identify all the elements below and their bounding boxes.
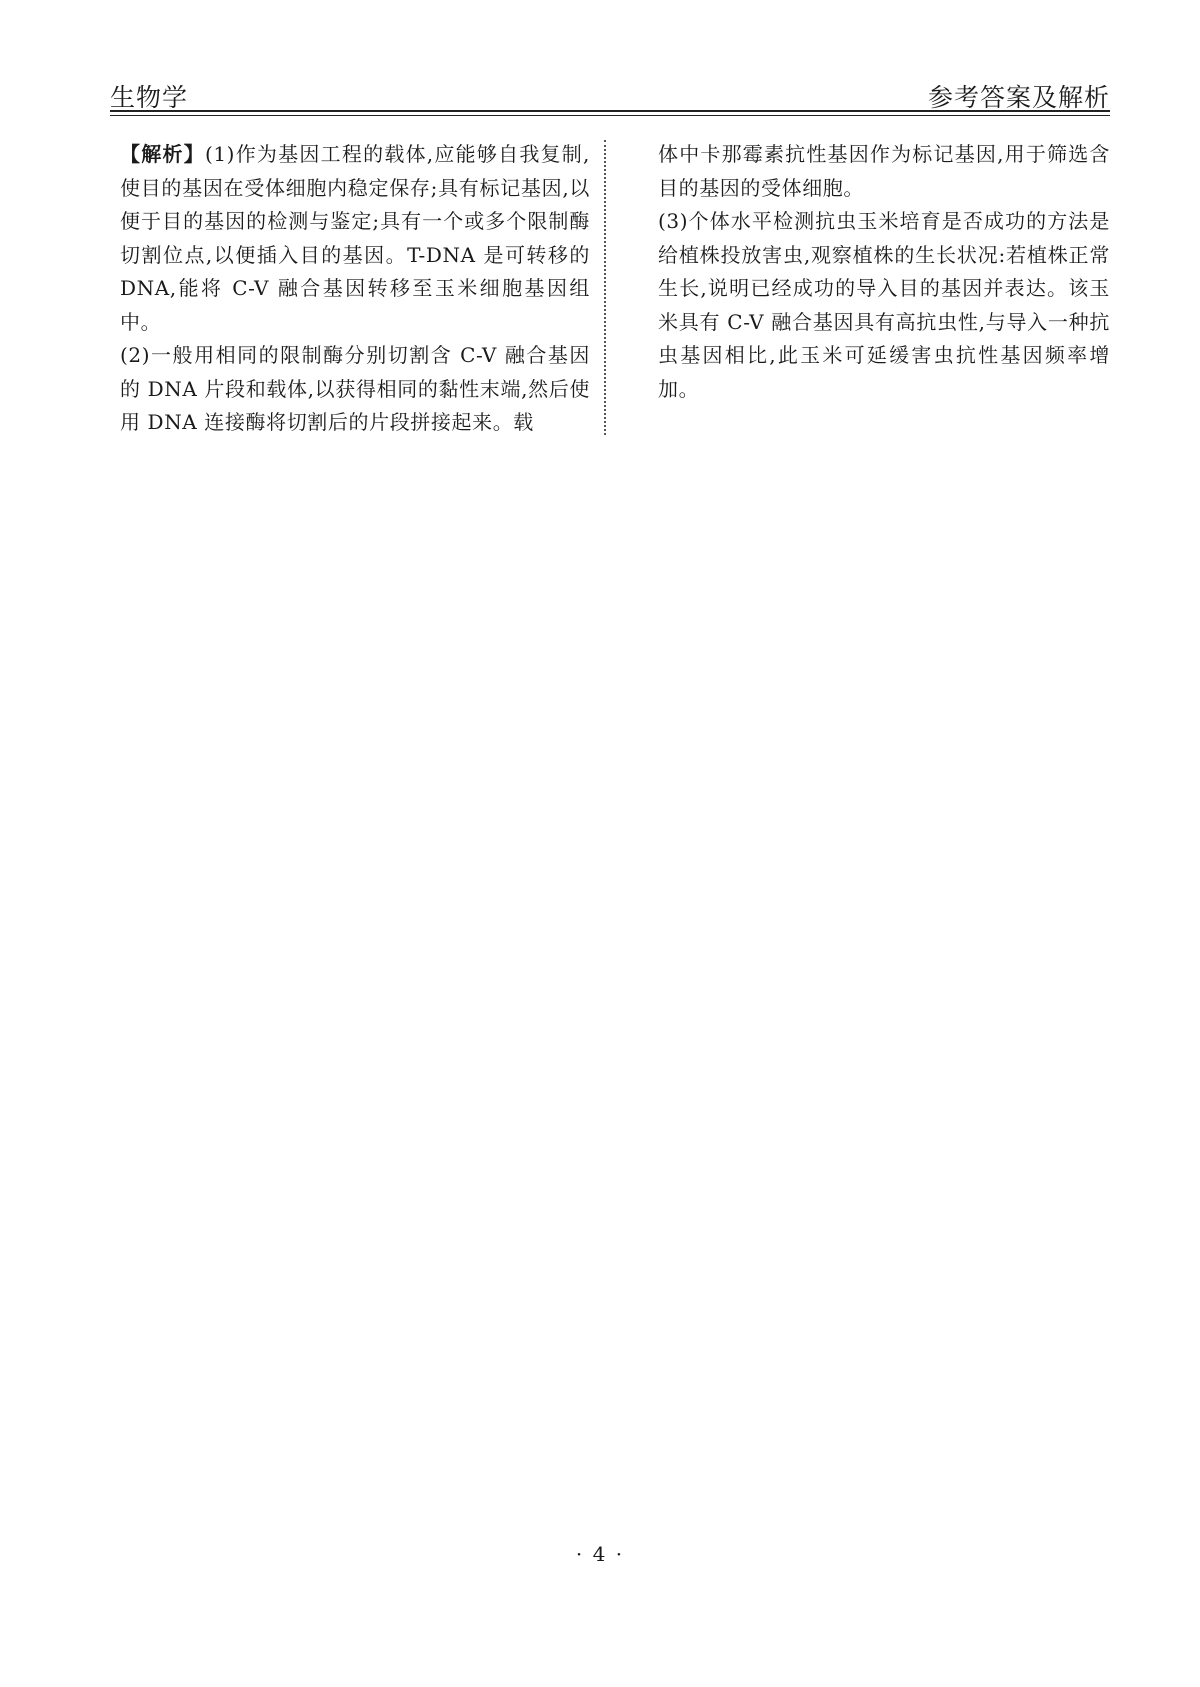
analysis-paragraph-3: (3)个体水平检测抗虫玉米培育是否成功的方法是给植株投放害虫,观察植株的生长状况:若植株正常生长,说明已经成功的导入目的基因并表达。该玉米具有 C-V 融合基因具有高抗虫性,与导入一种抗虫基因相比,此玉米可延缓害虫抗性基因频率增加。 bbox=[658, 209, 1110, 401]
header-rule-thick bbox=[110, 110, 1110, 112]
subject-title: 生物学 bbox=[110, 83, 189, 112]
page-number: · 4 · bbox=[575, 1542, 625, 1566]
page-header bbox=[110, 72, 1110, 112]
column-divider bbox=[604, 140, 606, 435]
header-rule-thin bbox=[110, 115, 1110, 116]
analysis-paragraph-2: (2)一般用相同的限制酶分别切割含 C-V 融合基因的 DNA 片段和载体,以获得相同的黏性末端,然后使用 DNA 连接酶将切割后的片段拼接起来。载 bbox=[120, 343, 590, 434]
left-column bbox=[120, 138, 590, 440]
analysis-paragraph-2-continued: 体中卡那霉素抗性基因作为标记基因,用于筛选含目的基因的受体细胞。 bbox=[658, 142, 1110, 200]
analysis-text-1: (1)作为基因工程的载体,应能够自我复制,使目的基因在受体细胞内稳定保存;具有标记基因,以便于目的基因的检测与鉴定;具有一个或多个限制酶切割位点,以便插入目的基因。T-DNA 是可转移的 DNA,能将 C-V 融合基因转移至玉米细胞基因组中。 bbox=[120, 142, 590, 334]
analysis-paragraph-1 bbox=[120, 138, 590, 339]
section-title: 参考答案及解析 bbox=[927, 83, 1110, 112]
right-column bbox=[658, 138, 1110, 406]
analysis-label: 【解析】 bbox=[120, 142, 205, 166]
